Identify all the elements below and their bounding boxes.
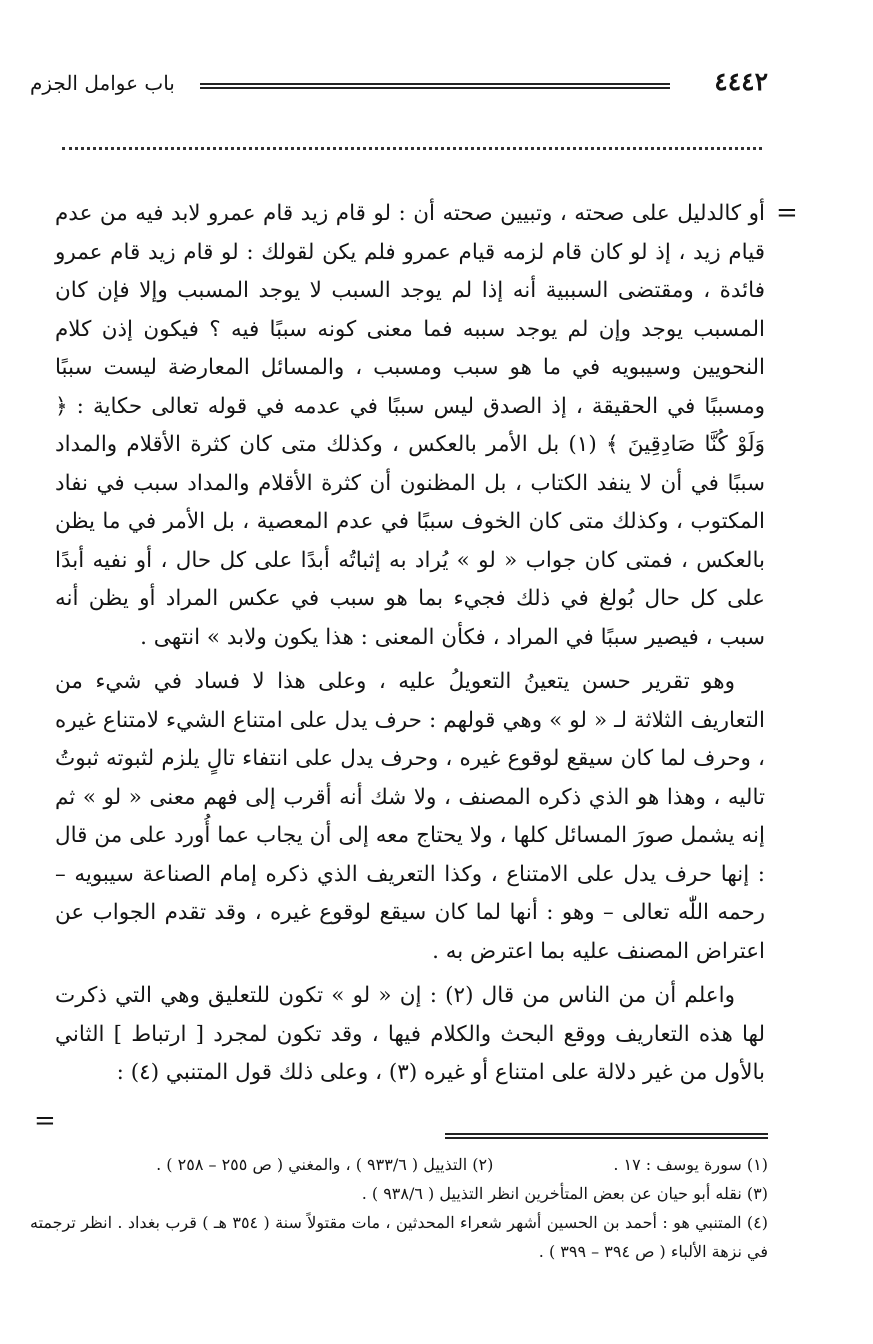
footnote-4: (٤) المتنبي هو : أحمد بن الحسين أشهر شعراء المحدثين ، مات مقتولاً سنة ( ٣٥٤ هـ ) قرب بغداد . انظر ترجمته في نزهة الألباء ( ص ٣٩٤ – ٣٩٩ ) . — [30, 1213, 768, 1261]
footnote-2: (٢) التذييل ( ٩٣٣/٦ ) ، والمغني ( ص ٢٥٥ – ٢٥٨ ) . — [156, 1155, 494, 1174]
footnote-3: (٣) نقله أبو حيان عن بعض المتأخرين انظر التذييل ( ٩٣٨/٦ ) . — [361, 1184, 768, 1203]
running-title: باب عوامل الجزم — [30, 71, 175, 95]
continuation-mark: = — [776, 198, 798, 228]
paragraph-3: واعلم أن من الناس من قال (٢) : إن « لو » تكون للتعليق وهي التي ذكرت لها هذه التعاريف ووقع البحث والكلام فيها ، وقد تكون لمجرد [ ارتباط ] الثاني بالأول من غير دلالة على امتناع أو غيره (٣) ، وعلى ذلك قول المتنبي (٤) : — [55, 983, 765, 1085]
page-number: ٤٤٤٢ — [714, 67, 768, 96]
dotted-separator — [62, 147, 762, 154]
page-header — [30, 62, 768, 106]
footnotes — [30, 1150, 768, 1266]
paragraph-2: وهو تقرير حسن يتعينُ التعويلُ عليه ، وعلى هذا لا فساد في شيء من التعاريف الثلاثة لـ « لو » وهي قولهم : حرف يدل على امتناع الشيء لامتناع غيره ، وحرف لما كان سيقع لوقوع غيره ، وحرف يدل على انتفاء تالٍ يلزم لثبوته ثبوتُ تاليه ، وهذا هو الذي ذكره المصنف ، ولا شك أنه أقرب إلى فهم معنى « لو » ثم إنه يشمل صورَ المسائل كلها ، ولا يحتاج معه إلى أن يجاب عما أُورد على من قال : إنها حرف يدل على الامتناع ، وكذا التعريف الذي ذكره إمام الصناعة سيبويه – رحمه اللّٰه تعالى – وهو : أنها لما كان سيقع لوقوع غيره ، وقد تقدم الجواب عن اعتراض المصنف عليه بما اعترض به . — [55, 669, 765, 964]
footnote-row-1 — [30, 1150, 768, 1179]
footnote-double-rule — [445, 1133, 768, 1139]
header-double-rule — [200, 83, 670, 89]
footnote-1: (١) سورة يوسف : ١٧ . — [613, 1155, 768, 1174]
side-continuation-mark: = — [34, 1106, 56, 1136]
main-text — [55, 195, 765, 1093]
paragraph-1: أو كالدليل على صحته ، وتبيين صحته أن : لو قام زيد قام عمرو لابد فيه من عدم قيام زيد ، إذ لو كان قام لزمه قيام عمرو فلم يكن لقولك : لو قام زيد قام عمرو فائدة ، ومقتضى السببية أنه إذا لم يوجد السبب لا يوجد المسبب وإلا فإن كان المسبب يوجد وإن لم يوجد سببه فما معنى كونه سببًا فيه ؟ فيكون إذن كلام النحويين وسيبويه في ما هو سبب ومسبب ، والمسائل المعارضة ليست سببًا ومسببًا في الحقيقة ، إذ الصدق ليس سببًا في عدمه في قوله تعالى حكاية : ﴿ وَلَوْ كُنَّا صَادِقِينَ ﴾ (١) بل الأمر بالعكس ، وكذلك متى كان كثرة الأقلام والمداد سببًا في أن لا ينفد الكتاب ، بل المظنون أن كثرة الأقلام والمداد سبب في نفاد المكتوب ، وكذلك متى كان الخوف سببًا في عدم المعصية ، بل الأمر في ما يظن بالعكس ، فمتى كان جواب « لو » يُراد به إثباتُه أبدًا على كل حال ، أو نفيه أبدًا على كل حال بُولغ في ذلك فجيء بما هو سبب في عكس المراد أو يظن أنه سبب ، فيصير سببًا في المراد ، فكأن المعنى : هذا يكون ولابد » انتهى . — [55, 201, 765, 650]
